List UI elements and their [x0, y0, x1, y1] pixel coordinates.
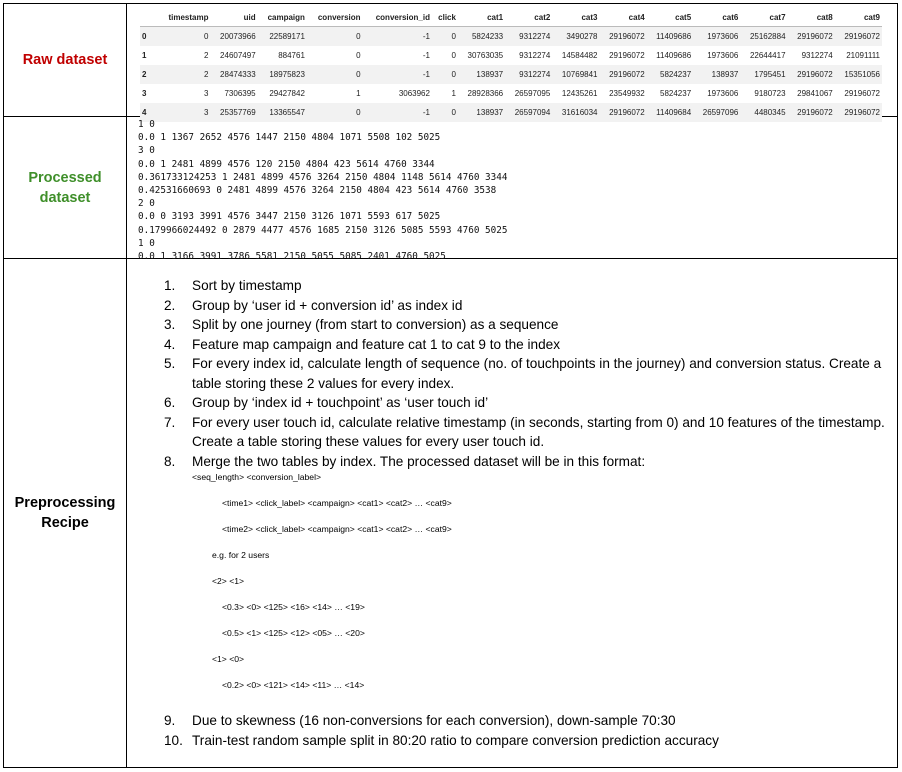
step-number: 8. [164, 453, 176, 469]
table-cell: 29196072 [835, 103, 882, 122]
recipe-step [164, 335, 888, 355]
table-cell: 28928366 [467, 89, 504, 98]
processed-label-line-2: dataset [39, 189, 91, 206]
step-text: Group by ‘index id + touchpoint’ as ‘user touch id’ [192, 395, 489, 410]
table-cell: 29427842 [269, 89, 305, 98]
table-cell: 29196072 [788, 27, 835, 47]
recipe-step [164, 452, 888, 472]
column-header: cat8 [788, 8, 835, 27]
table-cell: 0 [307, 103, 363, 122]
table-cell: 14584482 [561, 51, 598, 60]
format-line: <2> <1> [212, 576, 245, 586]
column-header: campaign [258, 8, 307, 27]
column-header: timestamp [158, 8, 210, 27]
step-text: Split by one journey (from start to conversion) as a sequence [192, 317, 559, 332]
format-line: e.g. for 2 users [212, 550, 270, 560]
step-number: 5. [164, 356, 176, 371]
table-cell: 29196072 [788, 103, 835, 122]
processed-line: 2 0 [138, 198, 155, 210]
recipe-step [164, 354, 888, 393]
table-cell: -1 [422, 51, 430, 60]
recipe-step [164, 296, 888, 316]
table-cell: 138937 [458, 103, 505, 122]
table-cell: -1 [363, 27, 432, 47]
table-cell: 138937 [693, 65, 740, 84]
table-cell: 0 [307, 27, 363, 47]
table-cell: 0 [432, 103, 458, 122]
table-cell: -1 [363, 103, 432, 122]
table-cell: 0 [140, 27, 158, 47]
recipe-step [164, 731, 888, 751]
table-cell: 9312274 [505, 65, 552, 84]
format-line: <0.2> <0> <121> <14> <11> … <14> [222, 680, 365, 690]
format-line: <time1> <click_label> <campaign> <cat1> <cat2> … <cat9> [222, 498, 452, 508]
column-header: uid [210, 8, 257, 27]
table-cell: 26597095 [514, 89, 551, 98]
column-divider [126, 3, 127, 768]
step-number: 6. [164, 395, 176, 410]
table-cell: 0 [432, 65, 458, 84]
table-cell: 11409686 [647, 27, 693, 47]
format-line: <0.3> <0> <125> <16> <14> … <19> [222, 602, 365, 612]
table-cell: 1973606 [707, 51, 739, 60]
table-cell: 2 [140, 65, 158, 84]
table-cell: 1 [356, 89, 361, 98]
step-text: Sort by timestamp [192, 278, 302, 293]
raw-dataset-label [4, 4, 126, 116]
table-cell: 9312274 [801, 51, 833, 60]
column-header: conversion [307, 8, 363, 27]
table-cell: 9312274 [519, 51, 551, 60]
processed-line: 0.0 1 2481 4899 4576 120 2150 4804 423 5614 4760 3344 [138, 158, 435, 170]
table-cell: 3063962 [398, 89, 430, 98]
column-header [140, 8, 158, 27]
column-header: cat9 [835, 8, 882, 27]
table-cell: 15351056 [835, 65, 882, 84]
format-line: <seq_length> <conversion_label> [192, 472, 322, 482]
column-header: click [432, 8, 458, 27]
table-row [140, 84, 882, 103]
column-header: cat5 [647, 8, 693, 27]
table-cell: 24607497 [220, 51, 256, 60]
table-cell: 2 [204, 51, 209, 60]
processed-line: 0.361733124253 1 2481 4899 4576 3264 2150 4804 1148 5614 4760 3344 [138, 171, 508, 183]
table-cell: 12435261 [561, 89, 598, 98]
table-cell: 5824233 [458, 27, 505, 47]
processed-line: 1 0 [138, 237, 155, 249]
recipe-tail-steps [164, 711, 888, 750]
table-cell: 29196072 [600, 27, 647, 47]
column-header: cat4 [600, 8, 647, 27]
table-cell: 23549932 [609, 89, 645, 98]
table-cell: 2 [158, 65, 210, 84]
table-cell: 29196072 [600, 65, 647, 84]
step-text: Due to skewness (16 non-conversions for each conversion), down-sample 70:30 [192, 713, 676, 728]
processed-line: 1 0 [138, 119, 155, 130]
recipe-step [164, 711, 888, 731]
table-cell: 1973606 [707, 89, 739, 98]
recipe-steps [164, 276, 888, 471]
step-number: 3. [164, 317, 176, 332]
table-cell: 21091111 [846, 51, 880, 60]
table-cell: 4 [140, 103, 158, 122]
table-cell: 25357769 [210, 103, 257, 122]
format-example [192, 471, 888, 711]
recipe-step [164, 413, 888, 452]
processed-line: 3 0 [138, 145, 155, 157]
step-number: 9. [164, 713, 176, 728]
column-header: cat2 [505, 8, 552, 27]
table-cell: 29196072 [844, 89, 880, 98]
table-cell: 26597094 [505, 103, 552, 122]
column-header: cat6 [693, 8, 740, 27]
step-text: Group by ‘user id + conversion id’ as index id [192, 297, 463, 313]
table-cell: 1973606 [693, 27, 740, 47]
recipe-step [164, 276, 888, 296]
table-cell: 4480345 [740, 103, 787, 122]
step-number: 4. [164, 336, 176, 352]
table-cell: 11409684 [647, 103, 693, 122]
step-text: Train-test random sample split in 80:20 ratio to compare conversion prediction accuracy [192, 732, 719, 748]
table-cell: 1 [451, 89, 456, 98]
table-cell: 0 [451, 51, 456, 60]
table-cell: 3 [204, 89, 209, 98]
processed-line: 0.42531660693 0 2481 4899 4576 3264 2150 4804 423 5614 4760 3538 [138, 185, 497, 197]
table-cell: 25162884 [740, 27, 787, 47]
table-cell: 20073966 [210, 27, 257, 47]
table-cell: 29196072 [600, 103, 647, 122]
table-cell: 0 [432, 27, 458, 47]
table-cell: 22589171 [258, 27, 307, 47]
table-cell: 1 [142, 51, 147, 60]
processed-dataset-text [138, 118, 507, 263]
column-header: cat1 [458, 8, 505, 27]
processed-line: 0.0 1 3166 3991 3786 5581 2150 5055 5085 2401 4760 5025 [138, 251, 446, 263]
table-cell: 22644417 [749, 51, 786, 60]
table-cell: -1 [363, 65, 432, 84]
table-cell: 0 [356, 51, 361, 60]
table-cell: 5824237 [647, 65, 693, 84]
table-cell: 26597096 [693, 103, 740, 122]
table-cell: 138937 [458, 65, 505, 84]
step-text: Merge the two tables by index. The processed dataset will be in this format: [192, 453, 646, 469]
raw-table-header [140, 8, 882, 27]
table-cell: 29196072 [788, 65, 835, 84]
table-cell: 0 [307, 65, 363, 84]
table-cell: 7306395 [224, 89, 256, 98]
table-cell: 0 [158, 27, 210, 47]
table-cell: 28474333 [210, 65, 257, 84]
raw-dataset-label-text: Raw dataset [22, 52, 108, 68]
table-cell: 3 [142, 89, 147, 98]
table-cell: 3490278 [552, 27, 599, 47]
processed-line: 0.0 1 1367 2652 4576 1447 2150 4804 1071 5508 102 5025 [138, 132, 441, 144]
step-text: For every index id, calculate length of sequence (no. of touchpoints in the journey) and conversion status. Create a table storing these 2 values for every index. [192, 356, 882, 391]
step-number: 1. [164, 278, 176, 293]
raw-table-body [140, 27, 882, 123]
preprocessing-recipe-label [4, 259, 126, 767]
step-number: 2. [164, 297, 176, 313]
table-cell: 1795451 [740, 65, 787, 84]
processed-dataset-label [4, 117, 126, 258]
table-cell: 9180723 [754, 89, 786, 98]
processed-label-line-1: Processed [28, 169, 102, 186]
raw-dataset-table [140, 8, 882, 122]
table-cell: 29841067 [797, 89, 833, 98]
step-number: 10. [164, 732, 183, 748]
table-row [140, 46, 882, 65]
table-cell: 11409686 [656, 51, 692, 60]
table-cell: 29196072 [609, 51, 645, 60]
table-cell: 18975823 [258, 65, 307, 84]
table-row [140, 65, 882, 84]
table-row [140, 27, 882, 47]
step-number: 7. [164, 414, 176, 430]
table-cell: 30763035 [467, 51, 504, 60]
table-cell: 884761 [278, 51, 305, 60]
table-cell: 9312274 [505, 27, 552, 47]
table-cell: 31616034 [552, 103, 599, 122]
step-text: Feature map campaign and feature cat 1 to cat 9 to the index [192, 336, 561, 352]
recipe-label-line-1: Preprocessing [14, 495, 116, 511]
format-line: <0.5> <1> <125> <12> <05> … <20> [222, 628, 365, 638]
processed-line: 0.0 0 3193 3991 4576 3447 2150 3126 1071 5593 617 5025 [138, 211, 441, 223]
column-header: conversion_id [363, 8, 432, 27]
table-cell: 13365547 [258, 103, 307, 122]
format-line: <time2> <click_label> <campaign> <cat1> <cat2> … <cat9> [222, 524, 452, 534]
table-cell: 3 [158, 103, 210, 122]
format-line: <1> <0> [212, 654, 245, 664]
column-header: cat7 [740, 8, 787, 27]
table-cell: 5824237 [660, 89, 692, 98]
recipe-step [164, 315, 888, 335]
processed-line: 0.179966024492 0 2879 4477 4576 1685 2150 3126 5085 5593 4760 5025 [138, 224, 508, 236]
column-header: cat3 [552, 8, 599, 27]
table-cell: 10769841 [552, 65, 599, 84]
table-cell: 29196072 [835, 27, 882, 47]
recipe-step [164, 393, 888, 413]
recipe-label-line-2: Recipe [41, 515, 89, 531]
step-text: For every user touch id, calculate relative timestamp (in seconds, starting from 0) and 10 features of the timestamp. Create a table storing these values for every user touch id. [192, 414, 885, 449]
preprocessing-recipe [164, 276, 888, 750]
